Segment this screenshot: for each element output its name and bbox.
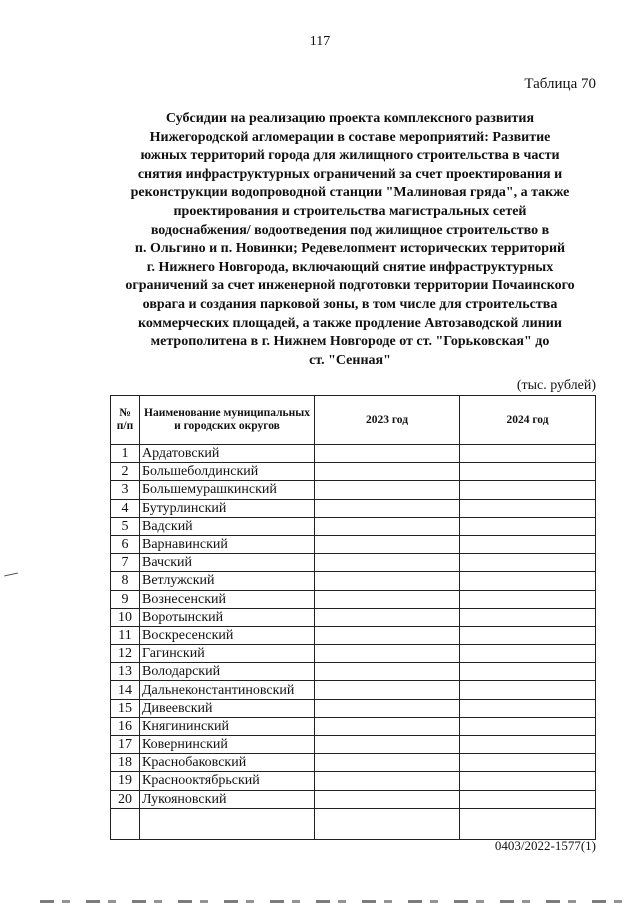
table-label: Таблица 70 bbox=[524, 76, 596, 92]
row-value-2023 bbox=[315, 554, 460, 572]
row-value-2024 bbox=[460, 499, 596, 517]
row-value-2024 bbox=[460, 517, 596, 535]
row-value-2024 bbox=[460, 481, 596, 499]
row-value-2023 bbox=[315, 463, 460, 481]
row-value-2023 bbox=[315, 699, 460, 717]
row-value-2024 bbox=[460, 572, 596, 590]
row-value-2023 bbox=[315, 717, 460, 735]
document-code: 0403/2022-1577(1) bbox=[494, 838, 596, 853]
table-row bbox=[111, 699, 596, 717]
row-number: 1 bbox=[111, 445, 140, 463]
row-number: 9 bbox=[111, 590, 140, 608]
document-title bbox=[100, 110, 600, 370]
row-municipality: Лукояновский bbox=[140, 790, 315, 808]
row-number: 14 bbox=[111, 681, 140, 699]
table-row bbox=[111, 626, 596, 644]
subsidy-table bbox=[110, 395, 596, 840]
row-number: 4 bbox=[111, 499, 140, 517]
row-value-2023 bbox=[315, 608, 460, 626]
row-municipality: Краснобаковский bbox=[140, 754, 315, 772]
row-value-2024 bbox=[460, 717, 596, 735]
title-line: проектирования и строительства магистральных сетей bbox=[173, 203, 527, 219]
row-number: 12 bbox=[111, 645, 140, 663]
table-row bbox=[111, 663, 596, 681]
table-row bbox=[111, 572, 596, 590]
row-municipality: Большеболдинский bbox=[140, 463, 315, 481]
empty-cell bbox=[315, 808, 460, 839]
row-number: 17 bbox=[111, 736, 140, 754]
row-value-2023 bbox=[315, 590, 460, 608]
row-number: 15 bbox=[111, 699, 140, 717]
table-row bbox=[111, 445, 596, 463]
row-municipality: Дивеевский bbox=[140, 699, 315, 717]
row-number: 7 bbox=[111, 554, 140, 572]
scan-artifact-strip bbox=[40, 900, 630, 903]
row-value-2024 bbox=[460, 626, 596, 644]
row-value-2024 bbox=[460, 554, 596, 572]
row-value-2023 bbox=[315, 754, 460, 772]
margin-mark bbox=[4, 573, 18, 577]
row-municipality: Вадский bbox=[140, 517, 315, 535]
empty-cell bbox=[460, 808, 596, 839]
table-row-empty bbox=[111, 808, 596, 839]
header-num: № п/п bbox=[111, 396, 140, 445]
row-value-2023 bbox=[315, 790, 460, 808]
row-number: 6 bbox=[111, 535, 140, 553]
title-line: Нижегородской агломерации в составе мероприятий: Развитие bbox=[149, 129, 551, 145]
row-number: 11 bbox=[111, 626, 140, 644]
row-value-2024 bbox=[460, 772, 596, 790]
row-value-2023 bbox=[315, 645, 460, 663]
row-number: 20 bbox=[111, 790, 140, 808]
row-value-2023 bbox=[315, 445, 460, 463]
row-value-2023 bbox=[315, 736, 460, 754]
header-2024: 2024 год bbox=[460, 396, 596, 445]
row-value-2024 bbox=[460, 790, 596, 808]
table-row bbox=[111, 681, 596, 699]
table-row bbox=[111, 554, 596, 572]
title-line: оврага и создания парковой зоны, в том числе для строительства bbox=[142, 296, 558, 312]
row-municipality: Большемурашкинский bbox=[140, 481, 315, 499]
row-number: 13 bbox=[111, 663, 140, 681]
title-line: водоснабжения/ водоотведения под жилищное строительство в bbox=[150, 222, 550, 238]
title-line: п. Ольгино и п. Новинки; Редевелопмент исторических территорий bbox=[134, 241, 566, 257]
row-number: 5 bbox=[111, 517, 140, 535]
row-value-2024 bbox=[460, 463, 596, 481]
row-value-2023 bbox=[315, 572, 460, 590]
row-municipality: Вачский bbox=[140, 554, 315, 572]
title-line: Субсидии на реализацию проекта комплексного развития bbox=[165, 111, 535, 126]
row-value-2023 bbox=[315, 517, 460, 535]
title-line: южных территорий города для жилищного строительства в части bbox=[140, 148, 560, 164]
row-number: 16 bbox=[111, 717, 140, 735]
row-value-2023 bbox=[315, 499, 460, 517]
title-line: метрополитена в г. Нижнем Новгороде от ст. "Горьковская" до bbox=[150, 334, 550, 350]
row-value-2023 bbox=[315, 681, 460, 699]
row-value-2024 bbox=[460, 681, 596, 699]
row-municipality: Ардатовский bbox=[140, 445, 315, 463]
row-municipality: Володарский bbox=[140, 663, 315, 681]
title-line: г. Нижнего Новгорода, включающий снятие инфраструктурных bbox=[146, 259, 554, 275]
table-row bbox=[111, 463, 596, 481]
row-municipality: Ветлужский bbox=[140, 572, 315, 590]
title-line: ст. "Сенная" bbox=[309, 352, 391, 368]
row-value-2023 bbox=[315, 481, 460, 499]
row-municipality: Княгининский bbox=[140, 717, 315, 735]
row-municipality: Бутурлинский bbox=[140, 499, 315, 517]
row-value-2024 bbox=[460, 445, 596, 463]
row-municipality: Дальнеконстантиновский bbox=[140, 681, 315, 699]
row-number: 2 bbox=[111, 463, 140, 481]
row-number: 18 bbox=[111, 754, 140, 772]
row-number: 10 bbox=[111, 608, 140, 626]
row-municipality: Ковернинский bbox=[140, 736, 315, 754]
row-number: 19 bbox=[111, 772, 140, 790]
row-municipality: Воскресенский bbox=[140, 626, 315, 644]
row-value-2023 bbox=[315, 772, 460, 790]
row-value-2024 bbox=[460, 590, 596, 608]
header-name: Наименование муниципальных и городских округов bbox=[140, 396, 315, 445]
table-row bbox=[111, 645, 596, 663]
units-label: (тыс. рублей) bbox=[516, 378, 596, 393]
row-value-2024 bbox=[460, 663, 596, 681]
table-row bbox=[111, 481, 596, 499]
row-value-2024 bbox=[460, 754, 596, 772]
table-row bbox=[111, 499, 596, 517]
row-municipality: Воротынский bbox=[140, 608, 315, 626]
title-line: ограничений за счет инженерной подготовки территории Почаинского bbox=[125, 278, 575, 294]
page-number: 117 bbox=[309, 34, 331, 49]
table-row bbox=[111, 736, 596, 754]
table-header-row bbox=[111, 396, 596, 445]
empty-cell bbox=[111, 808, 140, 839]
empty-cell bbox=[140, 808, 315, 839]
table-row bbox=[111, 772, 596, 790]
header-2023: 2023 год bbox=[315, 396, 460, 445]
row-value-2024 bbox=[460, 608, 596, 626]
row-value-2023 bbox=[315, 663, 460, 681]
row-municipality: Вознесенский bbox=[140, 590, 315, 608]
table-row bbox=[111, 590, 596, 608]
row-municipality: Варнавинский bbox=[140, 535, 315, 553]
table-row bbox=[111, 608, 596, 626]
row-value-2024 bbox=[460, 736, 596, 754]
row-municipality: Краснооктябрьский bbox=[140, 772, 315, 790]
table-row bbox=[111, 517, 596, 535]
row-number: 8 bbox=[111, 572, 140, 590]
title-line: реконструкции водопроводной станции "Малиновая гряда", а также bbox=[130, 185, 570, 201]
table-row bbox=[111, 754, 596, 772]
row-number: 3 bbox=[111, 481, 140, 499]
table-row bbox=[111, 790, 596, 808]
row-value-2024 bbox=[460, 535, 596, 553]
row-value-2024 bbox=[460, 645, 596, 663]
table-row bbox=[111, 717, 596, 735]
title-line: коммерческих площадей, а также продление Автозаводской линии bbox=[138, 315, 562, 331]
row-value-2023 bbox=[315, 535, 460, 553]
title-line: снятия инфраструктурных ограничений за счет проектирования и bbox=[137, 166, 563, 182]
row-value-2023 bbox=[315, 626, 460, 644]
row-municipality: Гагинский bbox=[140, 645, 315, 663]
row-value-2024 bbox=[460, 699, 596, 717]
table-row bbox=[111, 535, 596, 553]
